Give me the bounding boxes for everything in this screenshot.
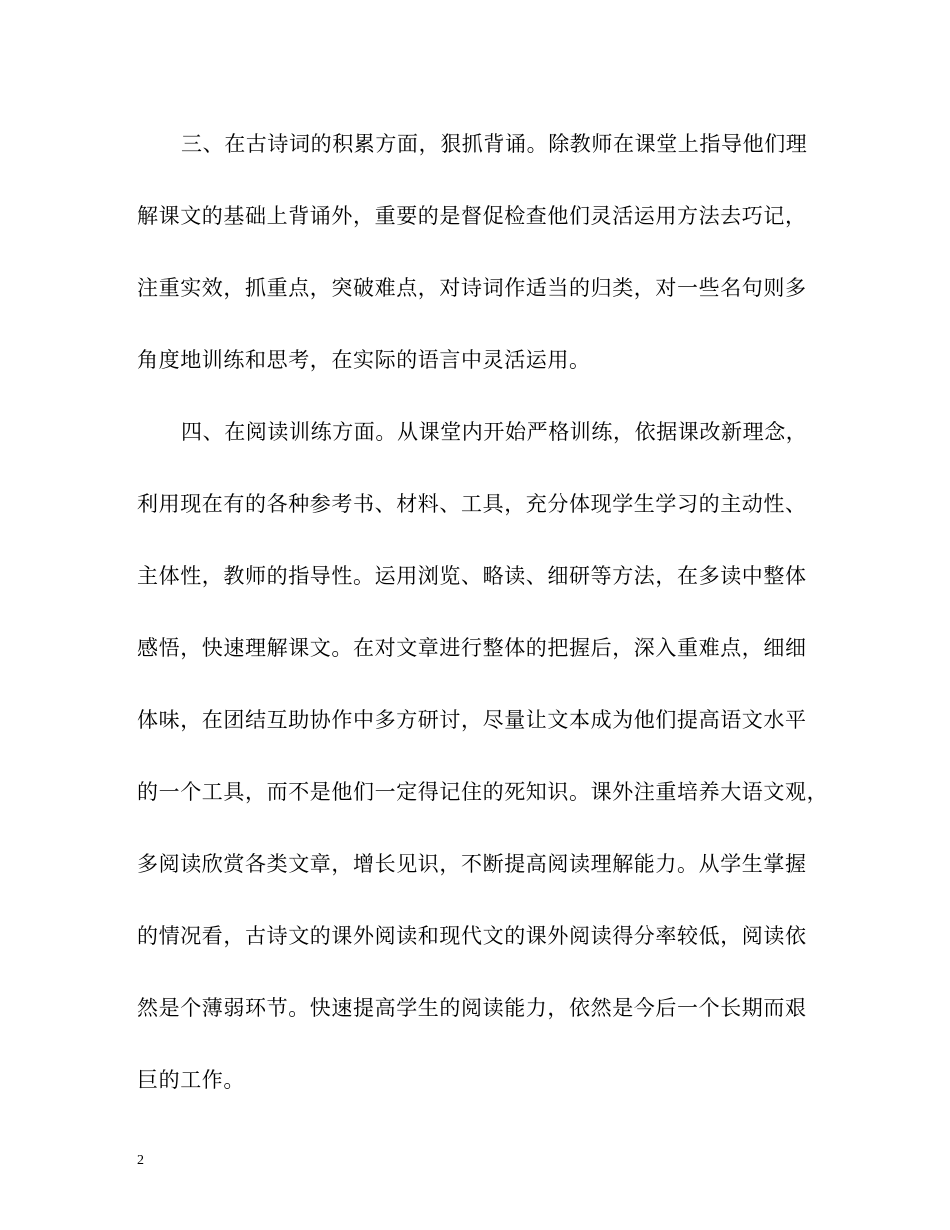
text-line: 解课文的基础上背诵外，重要的是督促检查他们灵活运用方法去巧记， — [137, 204, 807, 228]
text-line: 的情况看，古诗文的课外阅读和现代文的课外阅读得分率较低，阅读依 — [137, 924, 807, 948]
text-line: 主体性，教师的指导性。运用浏览、略读、细研等方法，在多读中整体 — [137, 564, 807, 588]
text-line: 巨的工作。 — [137, 1068, 245, 1092]
text-line: 体味，在团结互助协作中多方研讨，尽量让文本成为他们提高语文水平 — [137, 708, 807, 732]
text-line: 角度地训练和思考，在实际的语言中灵活运用。 — [137, 348, 591, 372]
text-line: 利用现在有的各种参考书、材料、工具，充分体现学生学习的主动性、 — [137, 492, 807, 516]
text-line: 多阅读欣赏各类文章，增长见识，不断提高阅读理解能力。从学生掌握 — [137, 852, 807, 876]
text-line: 的一个工具，而不是他们一定得记住的死知识。课外注重培养大语文观， — [137, 780, 829, 804]
text-line: 感悟，快速理解课文。在对文章进行整体的把握后，深入重难点，细细 — [137, 636, 807, 660]
page-number: 2 — [137, 1153, 144, 1168]
text-line: 然是个薄弱环节。快速提高学生的阅读能力，依然是今后一个长期而艰 — [137, 996, 807, 1020]
text-line: 三、在古诗词的积累方面，狠抓背诵。除教师在课堂上指导他们理 — [181, 132, 808, 156]
text-line: 注重实效，抓重点，突破难点，对诗词作适当的归类，对一些名句则多 — [137, 276, 807, 300]
text-line: 四、在阅读训练方面。从课堂内开始严格训练，依据课改新理念， — [181, 420, 808, 444]
